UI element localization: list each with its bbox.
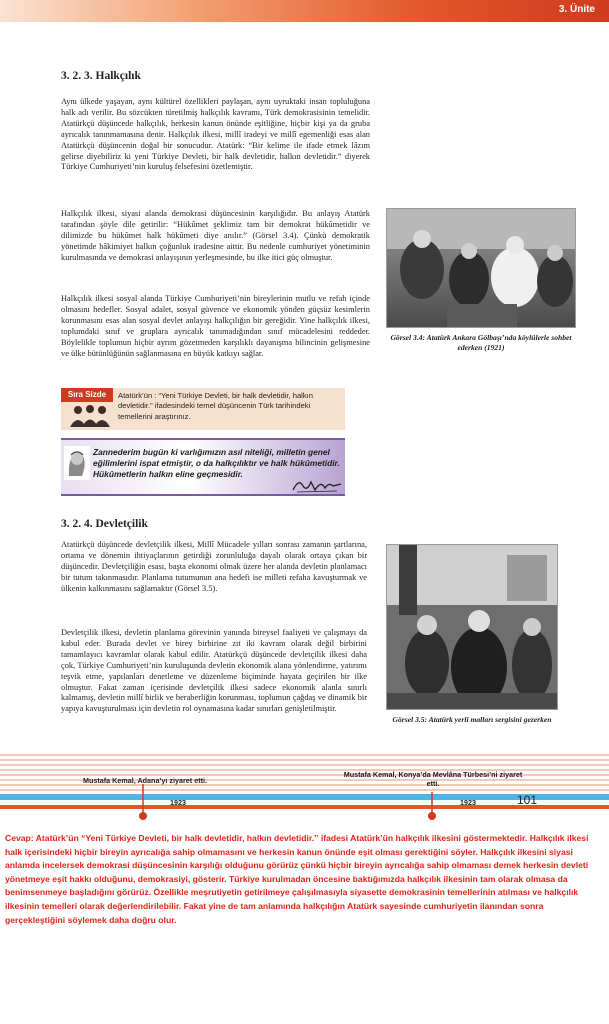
signature-icon	[291, 476, 343, 494]
timeline-graphic	[0, 754, 609, 824]
sira-sizde-label: Sıra Sizde	[61, 388, 113, 402]
timeline	[0, 754, 609, 824]
photo-illustration	[387, 209, 576, 328]
timeline-event-konya: Mustafa Kemal, Konya’da Mevlâna Türbesi’ni ziyaret etti.	[343, 770, 523, 788]
section-title-devletcilik: 3. 2. 4. Devletçilik	[61, 518, 148, 530]
timeline-event-adana: Mustafa Kemal, Adana’yı ziyaret etti.	[83, 776, 207, 785]
timeline-year-right: 1923	[460, 798, 476, 807]
photo-ataturk-sergi	[386, 544, 558, 710]
photo-ataturk-golbasi	[386, 208, 576, 328]
photo-caption-3-5: Görsel 3.5: Atatürk yerli malları sergisini gezerken	[392, 715, 552, 724]
page-number: 101	[517, 793, 538, 807]
halkcilik-paragraph-2: Halkçılık ilkesi, siyasi alanda demokrasi düşüncesinin karşılığıdır. Bu anlayış Atatürk tarafından şöyle dile getirilir: “Hükûmet şeklimiz tam bir demokrat hükûmetidir ve dilimizde bu hükûmet halk hükûmeti diye anılır.” (Görsel 3.4). Çünkü demokratik yönetimde hâkimiyet halkın çoğunluk iradesine aittir. Bu nedenle cumhuriyet yönetiminin kurulmasında ve demokrasi anlayışının yerleşmesinde, bu ilke itici güç olmuştur.	[61, 209, 370, 262]
quote-text: Zannederim bugün ki varlığımızın asıl niteliği, milletin genel eğilimlerini ispat etmiştir, o da halkçılıktır ve halk hükûmetidir. Hükûmetlerin halkın eline geçmesidir.	[93, 447, 340, 479]
halkcilik-paragraph-1: Aynı ülkede yaşayan, aynı kültürel özellikleri paylaşan, aynı uyruktaki insan topluluğuna halk adı verilir. Bu sözcükten türetilmiş halkçılık kavramı, Türk demokrasisinin temelidir. Atatürkçü düşüncede halkçılık, herkesin kanun önünde eşitliğine, hiçbir kişi ya da gruba ayrıcalık tanınmamasına denir. Halkçılık ilkesi, millî iradeyi ve millî egemenliği esas alan Atatürkçü düşüncenin doğal bir sonucudur. Atatürk: “Bir kelime ile ifade etmek lâzım gelirse diyebiliriz ki yeni Türkiye Devleti, bir halk devletidir, halkın devletidir.” diyerek Türkiye Cumhuriyeti’nin kuruluş felsefesini özetlemiştir.	[61, 97, 370, 172]
timeline-year-left: 1923	[170, 798, 186, 807]
devletcilik-paragraph-1: Atatürkçü düşüncede devletçilik ilkesi, Millî Mücadele yılları sonrası zamanın şartlarına, ortama ve dönemin ihtiyaçlarının getirdiği zorunluluğa dayalı olarak ortaya çıkan bir düşüncedir. Devletçiliğin esası, başta ekonomi olmak üzere her alanda devletin planlamacı bir tutum takınmasıdır. Planlama tutumunun ana hedefi ise milleti refaha kavuşturmak ve ülkenin kalkınmasını sağlamaktır (Görsel 3.5).	[61, 540, 367, 593]
sira-sizde-box	[61, 388, 345, 430]
ataturk-quote-box	[61, 438, 345, 496]
unit-label: 3. Ünite	[558, 4, 595, 15]
devletcilik-paragraph-2: Devletçilik ilkesi, devletin planlama görevinin yanında bireysel faaliyeti ve çalışmayı da kabul eder. Burada devlet ve birey birbirine zıt iki kavram olarak değil birbirini tamamlayıcı kavramlar olarak kabul edilir. Atatürkçü düşüncede devletçilik ilkesi daha çok, Türkiye Cumhuriyeti’nin kuruluşunda devletin ekonomik alana yönlendirme, yatırımı teşvik etme, yapılanları denetleme ve düzenleme biçiminde hayata geçirilen bir ilke olmuştur. Fakat zaman içerisinde devletçilik ilkesi sadece ekonomik alanla sınırlı kalmamış, devletin millî birlik ve beraberliğin korunması, toplumun çağdaş ve dinamik bir yapıya kavuşturulması için devletin rol oynamasına kadar sınırları genişletilmiştir.	[61, 628, 367, 714]
answer-text: Cevap: Atatürk’ün “Yeni Türkiye Devleti, bir halk devletidir, halkın devletidir.” ifadesi Atatürk’ün halkçılık ilkesini göstermektedir. Halkçılık ilkesi halk içerisindeki hiçbir bireyin ayrıcalığa sahip olmamasını ve herkesin kanun önünde eşit olması gerektiğini söyler. Halkçılık ilkesini siyasi anlamda incelersek demokrasi düşüncesinin karşılığı olduğunu görürüz çünkü hiçbir bireyin ayrıcalığa sahip olmaması demek herkesin devleti yönetmeye eşit hakkı olduğunu, demokrasiyi, gösterir. Türkiye kurulmadan öncesine baktığımızda halkçılık ilkesinin tam olarak olmasa da benimsenmeye başladığını görürüz. Özellikle meşrutiyetin getirilmeye çalışılmasıyla siyasette demokrasinin temellerinin atılması ve halkçılık ilkesinin temelleri olarak değerlendirilebilir. Fakat yine de tam anlamında halkçılığın Atatürk sayesinde cumhuriyetin ilanından sonra gerçekleştiğini söylemek daha doğru olur.	[5, 833, 589, 925]
photo-illustration	[387, 545, 558, 710]
halkcilik-paragraph-3: Halkçılık ilkesi sosyal alanda Türkiye Cumhuriyeti’nin bireylerinin mutlu ve refah içinde olmasını hedefler. Sosyal adalet, sosyal güvence ve ekonomik yönden güçsüz kesimlerin korunmasını esas alan sosyal devlet anlayışı halkçılığın bir gereğidir. Yine halkçılık ilkesi, toplumdaki sınıf ve gruplara ayrıcalık tanımadığından sınıf mücadelesini reddeder. Böylelikle toplumun hiçbir ayrım gözetmeden karşılıklı dayanışma bilincinin gelişmesine ve ülke bütünlüğünün sağlanmasına en büyük katkıyı sağlar.	[61, 294, 370, 358]
sira-sizde-text: Atatürk’ün : “Yeni Türkiye Devleti, bir halk devletidir, halkın devletidir.” ifadesindeki temel düşüncenin Türk tarihindeki temellerini araştırınız.	[118, 391, 314, 421]
ataturk-portrait-icon	[64, 446, 90, 480]
section-title-halkcilik: 3. 2. 3. Halkçılık	[61, 70, 141, 82]
people-icon	[69, 405, 111, 427]
photo-caption-3-4: Görsel 3.4: Atatürk Ankara Gölbaşı’nda köylülerle sohbet ederken (1921)	[390, 333, 572, 352]
unit-header-bar	[0, 0, 609, 22]
